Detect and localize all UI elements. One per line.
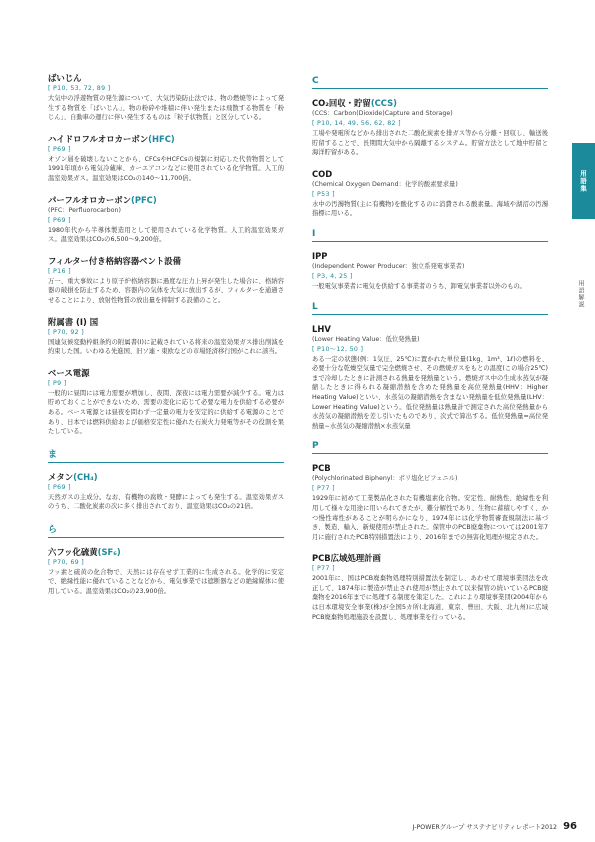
section-heading-ra: ら xyxy=(48,522,284,538)
glossary-entry-hfc xyxy=(48,133,284,184)
term-title: IPP xyxy=(312,250,328,261)
glossary-entry-methane xyxy=(48,471,284,512)
term-abbr: (PFC) xyxy=(131,194,157,205)
right-column xyxy=(312,72,548,632)
term-title: PCB広域処理計画 xyxy=(312,553,381,564)
term-reading: (CCS：Carbon(Dioxide)Capture and Storage) xyxy=(312,110,453,117)
term-abbr: (SF₆) xyxy=(97,546,121,557)
section-heading-i: I xyxy=(312,229,548,242)
glossary-entry-lhv xyxy=(312,323,548,432)
term-description: 2001年に、国はPCB廃棄物処理特別措置法を制定し、あわせて環境事業団法を改正して、1874年に製造が禁止され使用が禁止されて以来保管の続いているPCB廃棄物を2016年までに処理する制度を策定した。これにより環境事業団(2004年からは日本環境安全事業(株)が全国5カ所(北海道、東京、豊田、大阪、北九州)に広域PCB廃棄物処理施設を設置し、処理事業を行っている。 xyxy=(312,575,549,621)
glossary-entry-pfc xyxy=(48,194,284,245)
term-abbr: (CCS) xyxy=(370,98,397,108)
report-title: J-POWERグループ サステナビリティレポート2012 xyxy=(412,824,558,831)
term-reading: (PFC：Perfluorocarbon) xyxy=(48,206,121,214)
term-title: ハイドロフルオロカーボン(HFC) xyxy=(48,133,175,144)
term-title: 附属書 (I) 国 xyxy=(48,316,99,327)
page-ref: [ P69 ] xyxy=(48,145,71,153)
term-description: 一般電気事業者に電気を供給する事業者のうち、卸電気事業者以外のもの。 xyxy=(312,282,526,290)
section-heading-l: L xyxy=(312,302,548,315)
term-title: パーフルオロカーボン(PFC) xyxy=(48,194,157,205)
page-ref: [ P77 ] xyxy=(312,565,335,573)
term-title: ベース電源 xyxy=(48,367,90,378)
left-column xyxy=(48,72,284,607)
term-abbr: (HFC) xyxy=(148,133,175,144)
term-description: 水中の汚濁物質(主に有機物)を酸化するのに消費される酸素量。海域や湖沼の汚濁指標に用いる。 xyxy=(312,200,548,218)
term-description: 1929年に初めて工業製品化された有機塩素化合物。安定性、耐熱性、絶縁性を利用して様々な用途に用いられてきたが、難分解性であり、生物に蓄積しやすく、かつ慢性毒性があることが明らかになり、1974年には化学物質審査規制法に基づき、製造、輸入、新規使用が禁止された。保管中のPCB廃棄物については2001年7月に施行されたPCB特別措置法により、2016年までの無害化処理が規定された。 xyxy=(312,495,548,541)
glossary-entry-ccs xyxy=(312,97,548,158)
page-ref: [ P77 ] xyxy=(312,485,335,493)
term-title: CO₂回収・貯留(CCS) xyxy=(312,98,397,108)
glossary-entry-sf6 xyxy=(48,546,284,597)
glossary-entry-pcb xyxy=(312,462,548,542)
section-heading-c: C xyxy=(312,76,548,89)
term-description: 工場や発電所などから排出された二酸化炭素を排ガス等から分離・回収し、輸送後貯留することで、長期間大気中から隔離するシステム。貯留方法として地中貯留と海洋貯留がある。 xyxy=(312,130,548,157)
term-description: フッ素と硫黄の化合物で、天然には存在せず工業的に生成される。化学的に安定で、絶縁性能に優れていることなどから、電気事業では遮断器などの絶縁媒体に使用している。温室効果はCO₂の23,900倍。 xyxy=(48,568,284,596)
term-abbr: (CH₄) xyxy=(73,471,98,482)
term-title: LHV xyxy=(312,323,331,334)
term-reading: (Independent Power Producer：独立系発電事業者) xyxy=(312,262,465,270)
page-ref: [ P70, 69 ] xyxy=(48,558,85,566)
section-heading-p: P xyxy=(312,441,548,454)
section-heading-ma: ま xyxy=(48,447,284,463)
term-title: ばいじん xyxy=(48,73,82,83)
page-number: 96 xyxy=(563,821,577,832)
term-description: 国連気候変動枠組条約の附属書(I)に記載されている将来の温室効果ガス排出削減を約束した国。いわゆる先進国、旧ソ連・東欧などの市場経済移行国がこれに該当。 xyxy=(48,338,284,356)
term-description: 1980年代から半導体製造用として使用されている化学物質。人工的温室効果ガス。温室効果はCO₂の6,500〜9,200倍。 xyxy=(48,226,284,244)
term-description: ある一定の状態(例：1気圧、25℃)に置かれた単位量(1kg、1m³、1ℓ)の燃料を、必要十分な乾燥空気量で完全燃焼させ、その燃焼ガスをもとの温度(この場合25℃)まで冷却したときに計測される熱量を発熱量という。燃焼ガス中の生成水蒸気が凝縮したときに得られる凝縮潜熱を含めた発熱量を高位発熱量(HHV：Higher Heating Value)といい、水蒸気の凝縮潜熱を含まない発熱量を低位発熱量(LHV：Lower Heating Value)という。低位発熱量は熱量計で測定された高位発熱量から水蒸気の凝縮潜熱を差し引いたものであり、次式で算出する。低位発熱量=高位発熱量−水蒸気の凝縮潜熱×水蒸気量 xyxy=(312,355,548,430)
page-ref: [ P53 ] xyxy=(312,190,335,198)
term-title: COD xyxy=(312,168,333,179)
page-ref: [ P70, 92 ] xyxy=(48,328,85,336)
glossary-entry-annex-i xyxy=(48,316,284,357)
term-title: メタン(CH₄) xyxy=(48,471,98,482)
glossary-entry-ipp xyxy=(312,250,548,292)
term-title: フィルター付き格納容器ベント設備 xyxy=(48,255,181,266)
term-description: 大気中の浮遊物質の発生源について、大気汚染防止法では、物の燃焼等によって発生する物質を「ばいじん」、物の粉砕や堆積に伴い発生または飛散する物質を「粉じん」、自動車の運行に伴い発生するものは「粒子状物質」と区分している。 xyxy=(48,95,284,122)
term-description: 万一、重大事故により原子炉格納容器に過度な圧力上昇が発生した場合に、格納容器の破損を防止するため、容器内の気体を大気に放出するが、フィルターを通過させることにより、放射性物質の放出量を抑制する設備のこと。 xyxy=(48,277,284,304)
term-reading: (Lower Heating Value：低位発熱量) xyxy=(312,335,420,343)
glossary-entry-pcb-plan xyxy=(312,552,548,622)
term-reading: (Polychlorinated Biphenyl：ポリ塩化ビフェニル) xyxy=(312,475,458,483)
term-description: 一般的に昼間には電力需要が増加し、夜間、深夜には電力需要が減少する。電力は貯めておくことができないため、需要の変化に応じて必要な電力を供給する必要がある。ベース電源とは昼夜を問わず一定量の電力を安定的に供給する電源のことであり、日本では燃料供給および価格安定性に優れた石炭火力発電等がその役割を果たしている。 xyxy=(48,389,284,436)
page-ref: [ P9 ] xyxy=(48,379,67,387)
page-ref: [ P10, 14, 49, 56, 62, 82 ] xyxy=(312,120,401,127)
glossary-entry-cod xyxy=(312,168,548,219)
page-ref: [ P3, 4, 25 ] xyxy=(312,272,353,280)
term-description: 天然ガスの主成分。なお、有機物の腐敗・発酵によっても発生する。温室効果ガスのうち、二酸化炭素の次に多く排出されており、温室効果はCO₂の21倍。 xyxy=(48,493,284,511)
term-title: PCB xyxy=(312,463,331,474)
glossary-entry-base-power xyxy=(48,367,284,437)
glossary-entry-filter-vent xyxy=(48,255,284,306)
term-description: オゾン層を破壊しないことから、CFCsやHCFCsの規制に対応した代替物質として1991年頃から電気冷蔵庫、カーエアコンなどに使用されている化学物質。人工的温室効果ガス。温室効果はCO₂の140〜11,700倍。 xyxy=(48,155,284,182)
page-ref: [ P10〜12, 50 ] xyxy=(312,345,364,353)
term-title: 六フッ化硫黄(SF₆) xyxy=(48,546,121,557)
page-ref: [ P10, 53, 72, 89 ] xyxy=(48,85,111,92)
page-ref: [ P16 ] xyxy=(48,267,71,275)
glossary-entry-baijin xyxy=(48,72,284,123)
side-label: 用語解説 xyxy=(577,280,584,308)
page-ref: [ P69 ] xyxy=(48,216,71,224)
section-tab-label: 用語集 xyxy=(579,169,587,193)
term-reading: (Chemical Oxygen Demand：化学的酸素要求量) xyxy=(312,180,458,188)
page-footer xyxy=(413,821,577,832)
page-ref: [ P69 ] xyxy=(48,483,71,491)
section-tab[interactable] xyxy=(572,143,595,219)
